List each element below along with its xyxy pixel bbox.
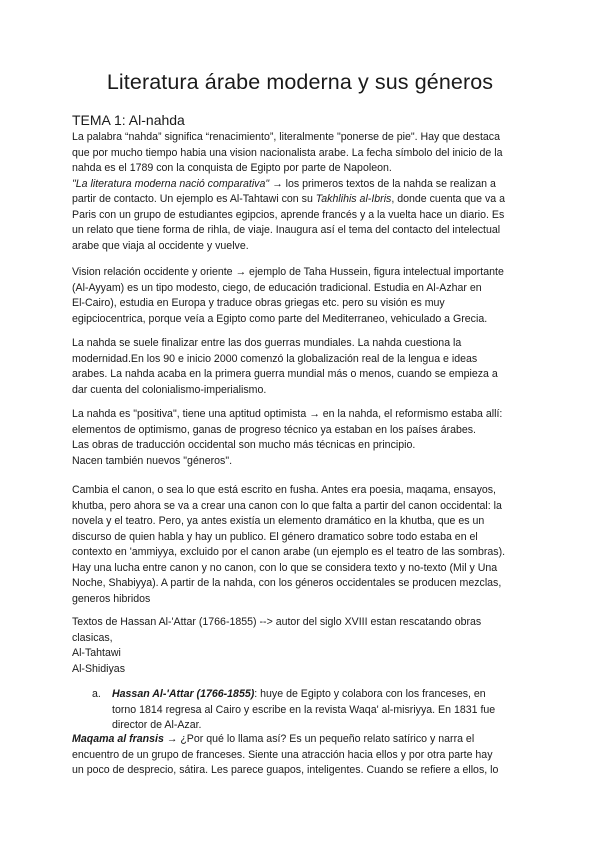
text-line: clasicas, [72,631,113,644]
section-heading: TEMA 1: Al-nahda [72,112,185,128]
text-segment: → los primeros textos de la nahda se realizan a [269,177,496,190]
text-line: generos hibridos [72,592,151,605]
list-marker: a. [92,688,101,700]
text-line: khutba, pero ahora se va a crear una canon con lo que falta a partir del canon occidental: la [72,499,502,512]
text-line: Paris con un grupo de estudiantes egipcios, aprende francés y a la vuelta hace un diario. Es [72,208,505,221]
text-line: Cambia el canon, o sea lo que está escrito en fusha. Antes era poesia, maqama, ensayos, [72,484,497,496]
text-line: Al-Tahtawi [72,647,121,659]
text-segment: → ¿Por qué lo llama así? Es un pequeño relato satírico y narra el [163,733,475,745]
text-line [72,192,532,208]
text-line: Las obras de traducción occidental son mucho más técnicas en principio. [72,439,416,451]
text-line: La palabra “nahda” significa “renacimiento”, literalmente "ponerse de pie". Hay que destaca [72,131,500,143]
text-line: Textos de Hassan Al-'Attar (1766-1855) --> autor del siglo XVIII estan rescatando obras [72,616,482,628]
text-line: arabe que viaja al occidente y vuelve. [72,239,249,252]
text-line: (Al-Ayyam) es un tipo modesto, ciego, de educación tradicional. Estudia en Al-Azhar en [72,281,482,294]
text-line: modernidad.En los 90 e inicio 2000 comenzó la globalización real de la lengua e ideas [72,352,478,365]
paragraph-maqama [72,732,532,779]
author-name: Hassan Al-'Attar (1766-1855) [112,688,255,700]
text-line: encuentro de un grupo de franceses. Siente una atracción hacia ellos y por otra parte hay [72,748,493,761]
text-line: egipciocentrica, porque veía a Egipto como parte del Mediterraneo, vehiculado a Grecia. [72,312,488,325]
paragraph-canon [72,483,532,607]
document-title: Literatura árabe moderna y sus géneros [106,70,494,94]
text-line [112,687,495,703]
text-line: torno 1814 regresa al Cairo y escribe en la revista Waqa' al-misriyya. En 1831 fue [112,703,496,716]
text-line: discurso de quien habla y hay un publico. El género dramatico sobre todo estaba en el [72,530,478,543]
text-line: La nahda es "positiva", tiene una aptitud optimista → en la nahda, el reformismo estaba allí: [72,408,503,420]
text-line: Vision relación occidente y oriente → ejemplo de Taha Hussein, figura intelectual importante [72,266,504,278]
text-line: Nacen también nuevos "géneros". [72,454,233,467]
text-line: que por mucho tiempo habia una vision nacionalista arabe. La fecha símbolo del inicio de la [72,146,503,159]
text-line: novela y el teatro. Pero, ya antes existía un elemento dramático en la khutba, que es un [72,515,485,527]
book-title: Takhlihis al-Ibris [315,193,392,205]
text-line: elementos de optimismo, ganas de progreso técnico ya estaban en los países árabes. [72,423,476,436]
paragraph-nahda-end [72,336,532,398]
text-line: nahda es el 1789 con la conquista de Egipto por parte de Napoleon. [72,162,392,174]
text-line: contexto en 'ammiyya, excluido por el canon arabe (un ejemplo es el teatro de las sombras). [72,546,506,558]
paragraph-intro [72,130,532,254]
text-line [72,732,532,748]
text-line: un relato que tiene forma de rihla, de viaje. Inaugura así el tema del contacto del intelectual [72,224,501,236]
paragraph-taha-hussein [72,265,532,327]
text-line: dar cuenta del colonialismo-imperialismo. [72,383,267,396]
work-title: Maqama al fransis [72,733,164,745]
text-segment: , donde cuenta que va a [391,193,506,205]
text-line: Noche, Shabiyya). A partir de la nahda, con los géneros occidentales se producen mezclas, [72,577,502,589]
text-line: El-Cairo), estudia en Europa y traduce obras griegas etc. pero su visión es muy [72,297,445,309]
paragraph-texts [72,615,532,677]
text-segment: partir de contacto. Un ejemplo es Al-Tahtawi con su [72,193,316,205]
text-line: director de Al-Azar. [112,719,202,731]
text-line: un poco de desprecio, sátira. Les parece guapos, inteligentes. Cuando se refiere a ellos, lo [72,764,499,776]
quote-text: "La literatura moderna nació comparativa" [72,177,270,190]
text-line: Al-Shidiyas [72,662,125,675]
list-item-body [112,687,495,734]
text-line: La nahda se suele finalizar entre las dos guerras mundiales. La nahda cuestiona la [72,337,462,349]
paragraph-positive [72,407,532,469]
text-line: Hay una lucha entre canon y no canon, con lo que se considera texto y no-texto (Mil y Una [72,561,498,574]
text-line [72,177,532,193]
text-segment: : huye de Egipto y colabora con los franceses, en [254,688,486,700]
text-line: arabes. La nahda acaba en la primera guerra mundial más o menos, cuando se empieza a [72,368,498,380]
